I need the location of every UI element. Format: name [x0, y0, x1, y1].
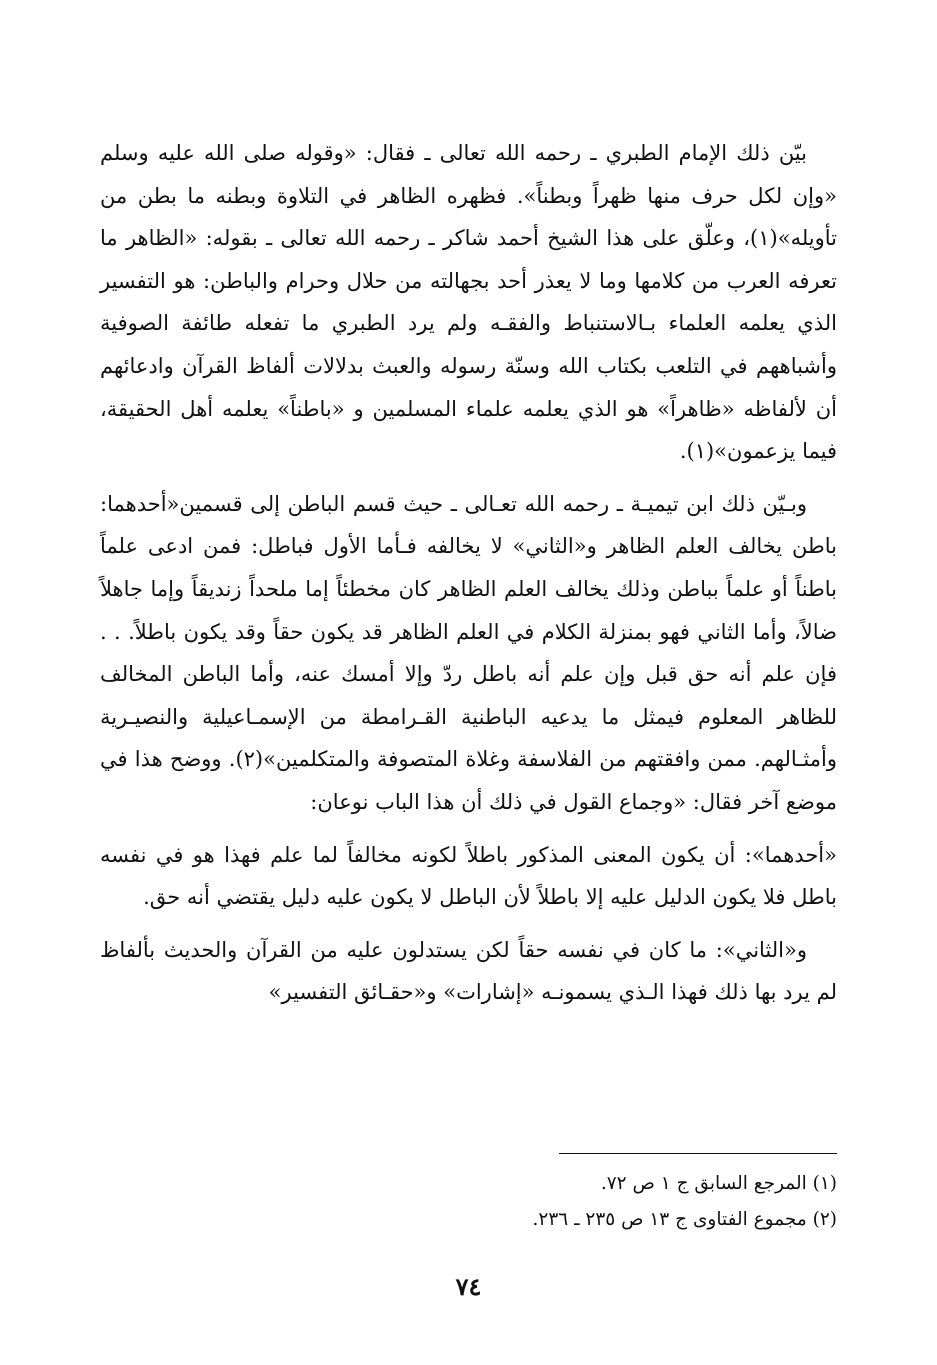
- footnote-2: (٢) مجموع الفتاوى ج ١٣ ص ٢٣٥ ـ ٢٣٦.: [532, 1209, 837, 1230]
- text-line: الظاهر قد يكون حقاً وقد يكون باطلاً. . . فإن علم أنه حق قبل وإن علم أنه: [100, 619, 837, 687]
- text-line: نفسه باطل فلا يكون الدليل عليه إلا باطلاً لأن الباطل لا يكون عليه دليل: [100, 842, 837, 910]
- paragraph-second-type: [100, 929, 837, 1014]
- text-line: فباطل: فمن ادعى علماً باطناً أو علماً بباطن وذلك يخالف العلم الظاهر كان: [100, 534, 837, 601]
- paragraph-gap: [100, 824, 837, 834]
- footnote-divider: [559, 1153, 837, 1154]
- text-line: و«الثاني»: ما كان في نفسه حقاً لكن يستدلون عليه من القرآن والحديث: [155, 937, 807, 962]
- text-line: ما بطن من تأويله»(١)، وعلّق على هذا الشيخ أحمد شاكر ـ رحمه الله تعالى ـ: [100, 183, 838, 251]
- text-line: الطبري ما تفعله طائفة الصوفية وأشباههم في التلعب بكتاب الله وسنّة رسوله: [100, 311, 837, 378]
- paragraph-gap: [100, 919, 837, 929]
- text-line: بقوله: «الظاهر ما تعرفه العرب من كلامها وما لا يعذر أحد بجهالته من حلال: [100, 226, 837, 293]
- text-line: والعبث بدلالات ألفاظ القرآن وادعائهم أن لألفاظه «ظاهراً» هو الذي يعلمه: [100, 353, 837, 421]
- footnotes: [100, 1166, 837, 1238]
- text-line: «وجماع القول في ذلك أن هذا الباب نوعان:: [310, 789, 687, 814]
- paragraph-ibn-taymiyya: [100, 483, 837, 824]
- paragraph-gap: [100, 473, 837, 483]
- text-line: «أحدهما»: أن يكون المعنى المذكور باطلاً لكونه مخالفاً لما علم فهذا هو في: [146, 842, 837, 867]
- text-line: وسلم «وإن لكل حرف منها ظهراً وبطناً». فظهره الظاهر في التلاوة وبطنه: [100, 141, 837, 208]
- page-number: ٧٤: [455, 1272, 482, 1301]
- text-line: باطل ردّ وإلا أمسك عنه، وأما الباطن المخالف للظاهر المعلوم فيمثل ما يدعيه: [100, 662, 837, 729]
- text-line: مخطئاً إما ملحداً زنديقاً وإما جاهلاً ضالاً، وأما الثاني فهو بمنزلة الكلام في العلم: [100, 576, 837, 644]
- paragraph-first-type: [100, 834, 837, 919]
- body-text: [100, 132, 837, 1014]
- text-line: قسمين«أحدهما: باطن يخالف العلم الظاهر و«الثاني» لا يخالفه فـأما الأول: [100, 491, 837, 559]
- text-line: وحرام والباطن: هو التفسير الذي يعلمه العلماء بـالاستنباط والفقـه ولم يرد: [100, 268, 837, 336]
- footnote-1: (١) المرجع السابق ج ١ ص ٧٢.: [600, 1173, 837, 1194]
- text-line: بيّن ذلك الإمام الطبري ـ رحمه الله تعالى ـ فقال: «وقوله صلى الله عليه: [148, 141, 807, 165]
- text-line: يقتضي أنه حق.: [143, 885, 276, 910]
- text-line: الفلاسفة وغلاة المتصوفة والمتكلمين»(٢). ووضح هذا في موضع آخر فقال:: [100, 747, 837, 814]
- text-line: وبـيّن ذلك ابن تيميـة ـ رحمه الله تعـالى ـ حيث قسم الباطن إلى: [242, 491, 807, 516]
- paragraph-tabari: [100, 132, 837, 473]
- text-line: بألفاظ لم يرد بها ذلك فهذا الـذي يسمونـه «إشارات» و«حقـائق التفسير»: [100, 937, 837, 1005]
- text-line: علماء المسلمين و «باطناً» يعلمه أهل الحقيقة، فيما يزعمون»(١).: [100, 396, 837, 464]
- text-line: الباطنية القـرامطة من الإسمـاعيلية والنصيـرية وأمثـالهم. ممن وافقتهم من: [100, 704, 837, 772]
